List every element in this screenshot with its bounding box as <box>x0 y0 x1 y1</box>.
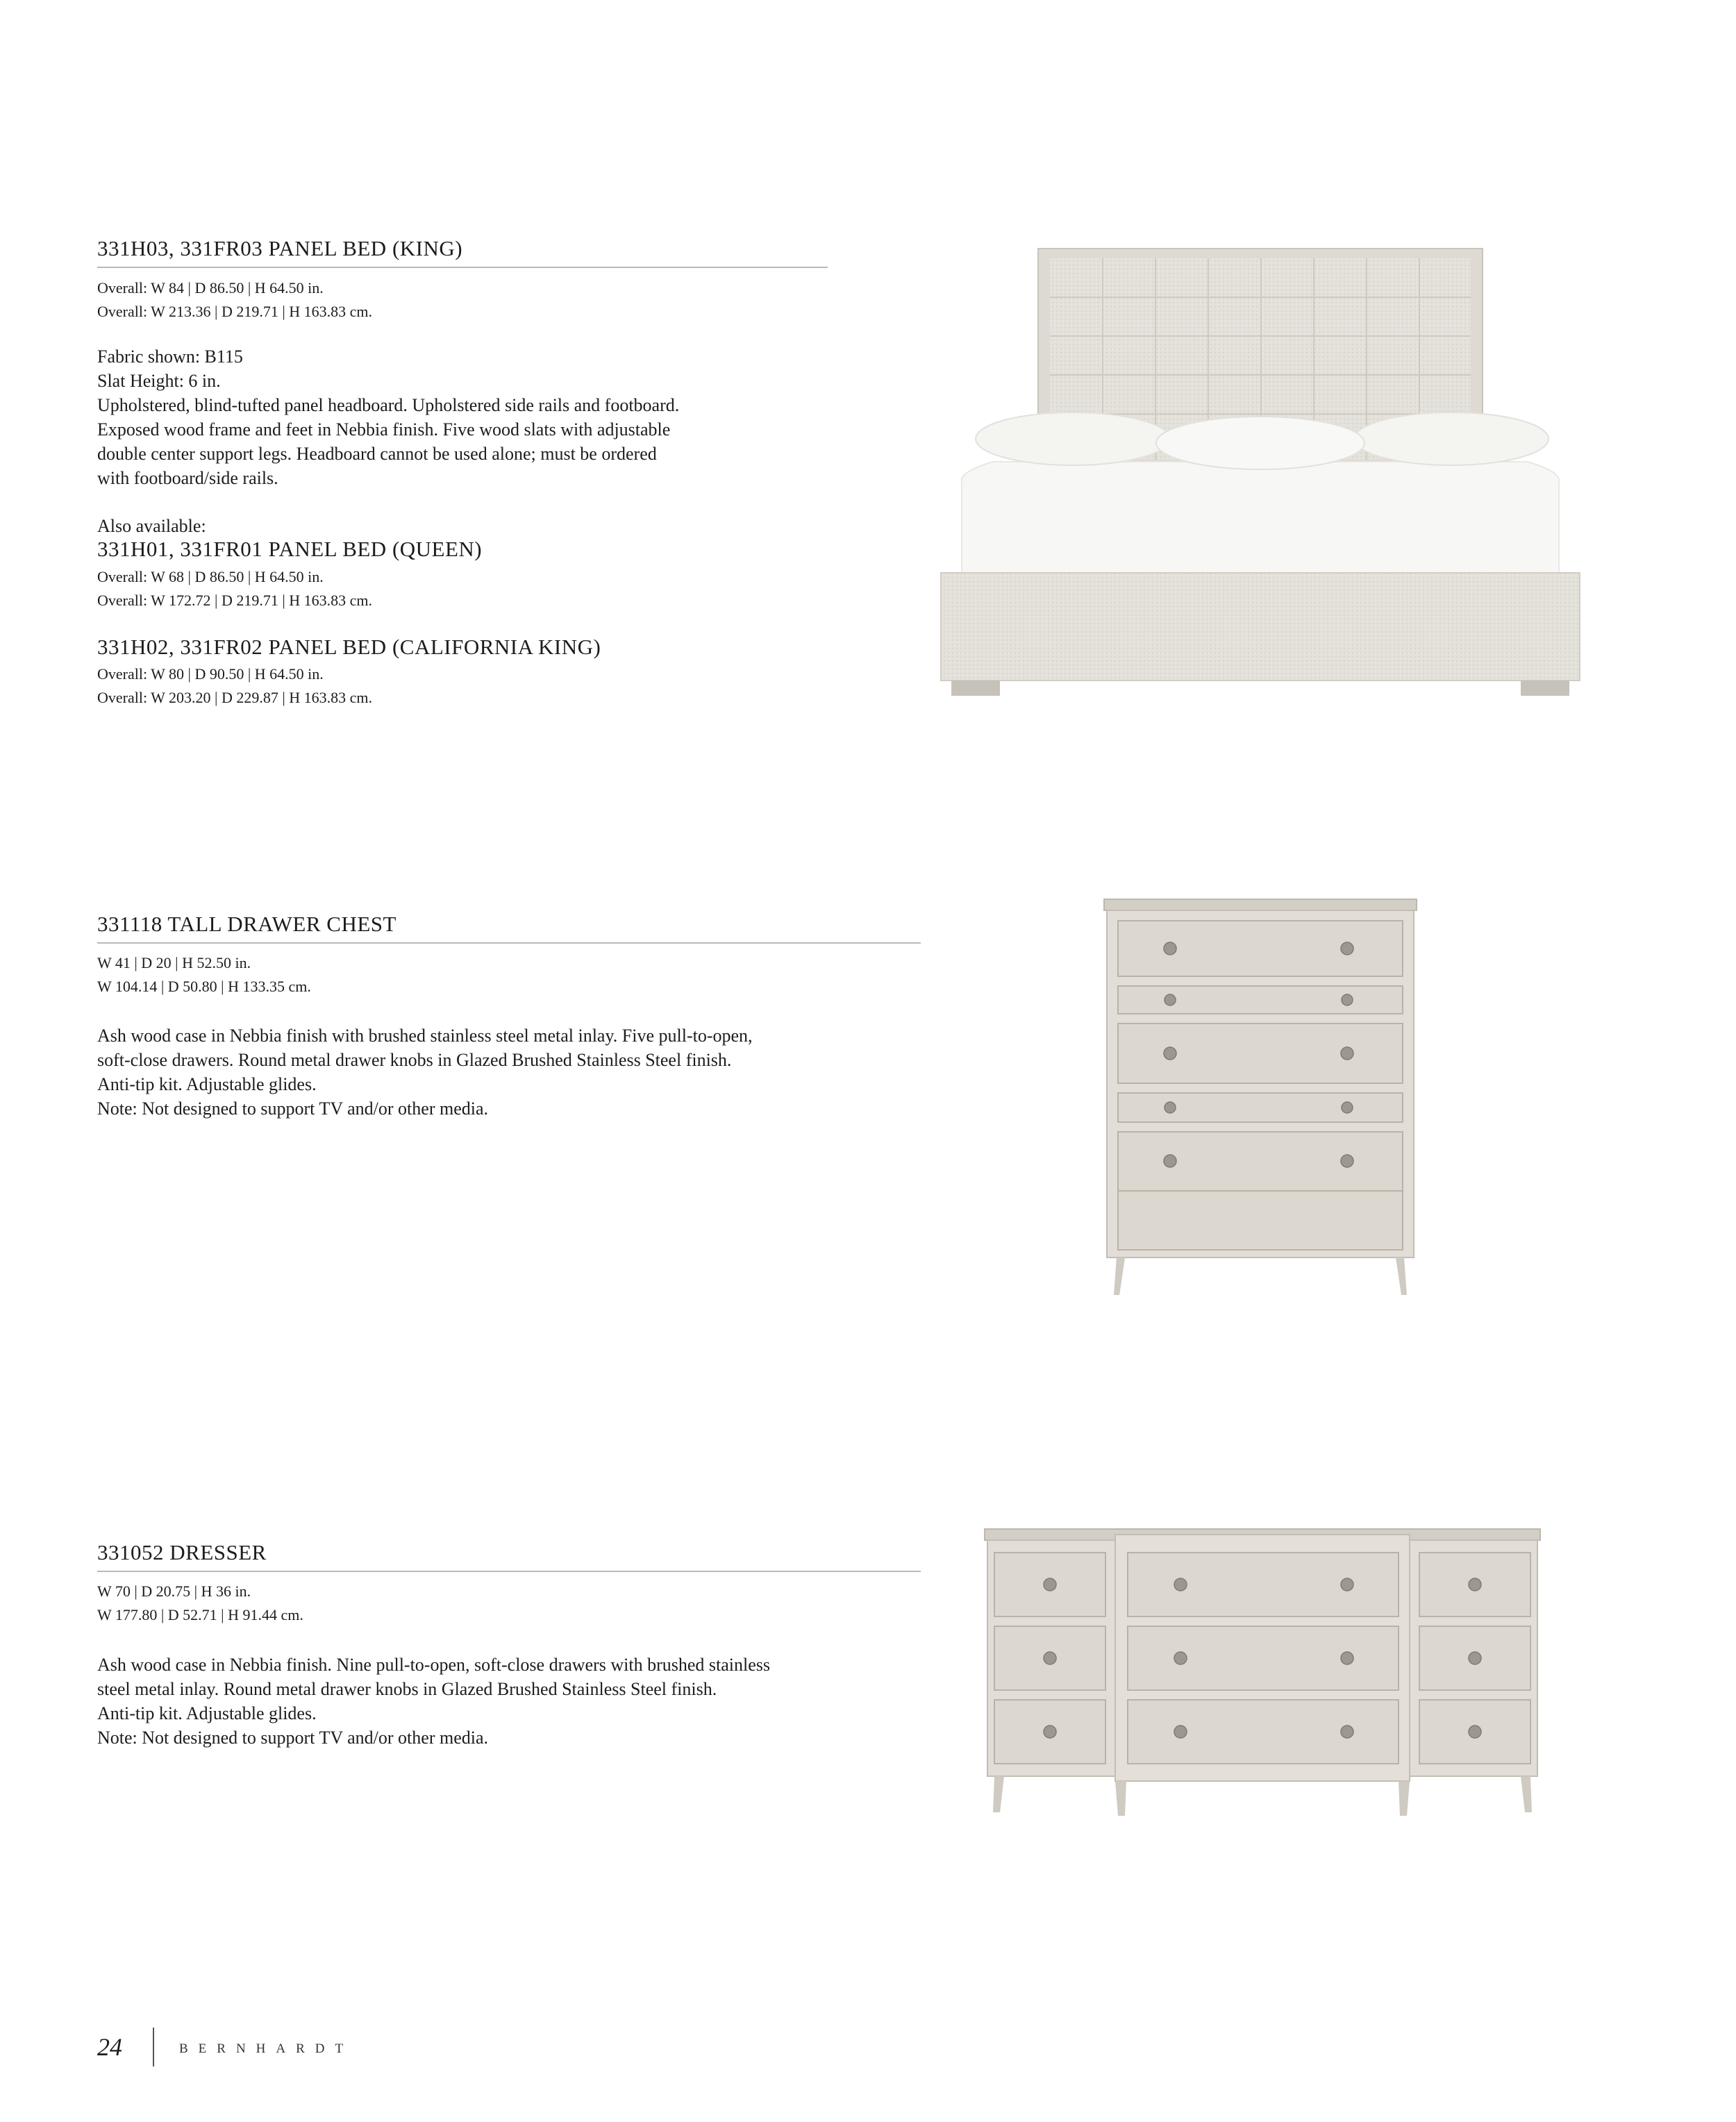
chest-dim-in: W 41 | D 20 | H 52.50 in. <box>97 954 251 971</box>
bed-dim-in: Overall: W 84 | D 86.50 | H 64.50 in. <box>97 279 324 296</box>
dresser-image <box>979 1521 1549 1826</box>
bed-desc-line: Upholstered, blind-tufted panel headboard. Upholstered side rails and footboard. <box>97 395 680 415</box>
chest-title: 331118 TALL DRAWER CHEST <box>97 912 397 936</box>
bed-desc-line: double center support legs. Headboard cannot be used alone; must be ordered <box>97 444 657 464</box>
chest-desc-line: Note: Not designed to support TV and/or other media. <box>97 1098 488 1119</box>
chest-dimensions <box>97 951 311 999</box>
also-available-label: Also available: <box>97 516 206 536</box>
dresser-desc-line: steel metal inlay. Round metal drawer knobs in Glazed Brushed Stainless Steel finish. <box>97 1679 717 1699</box>
dresser-title-rule <box>97 1571 921 1572</box>
dresser-description <box>97 1653 770 1750</box>
dresser-desc-line: Note: Not designed to support TV and/or other media. <box>97 1728 488 1748</box>
queen-dim-cm: Overall: W 172.72 | D 219.71 | H 163.83 cm. <box>97 592 373 609</box>
brand-wordmark: BERNHARDT <box>179 2041 354 2056</box>
chest-description <box>97 1024 753 1121</box>
bed-desc-line: with footboard/side rails. <box>97 468 278 488</box>
bed-title-rule <box>97 267 828 268</box>
dresser-dim-cm: W 177.80 | D 52.71 | H 91.44 cm. <box>97 1606 303 1623</box>
bed-dimensions <box>97 276 372 324</box>
chest-desc-line: Anti-tip kit. Adjustable glides. <box>97 1074 317 1094</box>
tall-drawer-chest-image <box>1097 896 1424 1298</box>
chest-dim-cm: W 104.14 | D 50.80 | H 133.35 cm. <box>97 978 311 995</box>
page-number: 24 <box>97 2033 122 2061</box>
bed-desc-line: Slat Height: 6 in. <box>97 371 221 391</box>
bed-desc-line: Exposed wood frame and feet in Nebbia finish. Five wood slats with adjustable <box>97 419 671 440</box>
dresser-desc-line: Anti-tip kit. Adjustable glides. <box>97 1703 317 1723</box>
panel-bed-image <box>930 243 1597 708</box>
cal-king-title: 331H02, 331FR02 PANEL BED (CALIFORNIA KING) <box>97 635 601 659</box>
queen-title: 331H01, 331FR01 PANEL BED (QUEEN) <box>97 537 483 561</box>
bed-desc-line: Fabric shown: B115 <box>97 346 243 367</box>
cal-king-dimensions <box>97 662 372 710</box>
queen-dim-in: Overall: W 68 | D 86.50 | H 64.50 in. <box>97 568 324 585</box>
bed-title: 331H03, 331FR03 PANEL BED (KING) <box>97 236 463 260</box>
dresser-dimensions <box>97 1580 303 1627</box>
bed-dim-cm: Overall: W 213.36 | D 219.71 | H 163.83 cm. <box>97 303 373 320</box>
cal-king-dim-cm: Overall: W 203.20 | D 229.87 | H 163.83 cm. <box>97 689 373 706</box>
chest-desc-line: soft-close drawers. Round metal drawer knobs in Glazed Brushed Stainless Steel finish. <box>97 1050 732 1070</box>
queen-dimensions <box>97 565 372 612</box>
footer-divider <box>153 2028 154 2066</box>
chest-desc-line: Ash wood case in Nebbia finish with brushed stainless steel metal inlay. Five pull-to-open, <box>97 1026 753 1046</box>
cal-king-dim-in: Overall: W 80 | D 90.50 | H 64.50 in. <box>97 665 324 683</box>
chest-title-rule <box>97 942 921 944</box>
dresser-title: 331052 DRESSER <box>97 1540 267 1564</box>
bed-description <box>97 344 679 490</box>
dresser-dim-in: W 70 | D 20.75 | H 36 in. <box>97 1582 251 1600</box>
dresser-desc-line: Ash wood case in Nebbia finish. Nine pull-to-open, soft-close drawers with brushed stainless <box>97 1655 771 1675</box>
